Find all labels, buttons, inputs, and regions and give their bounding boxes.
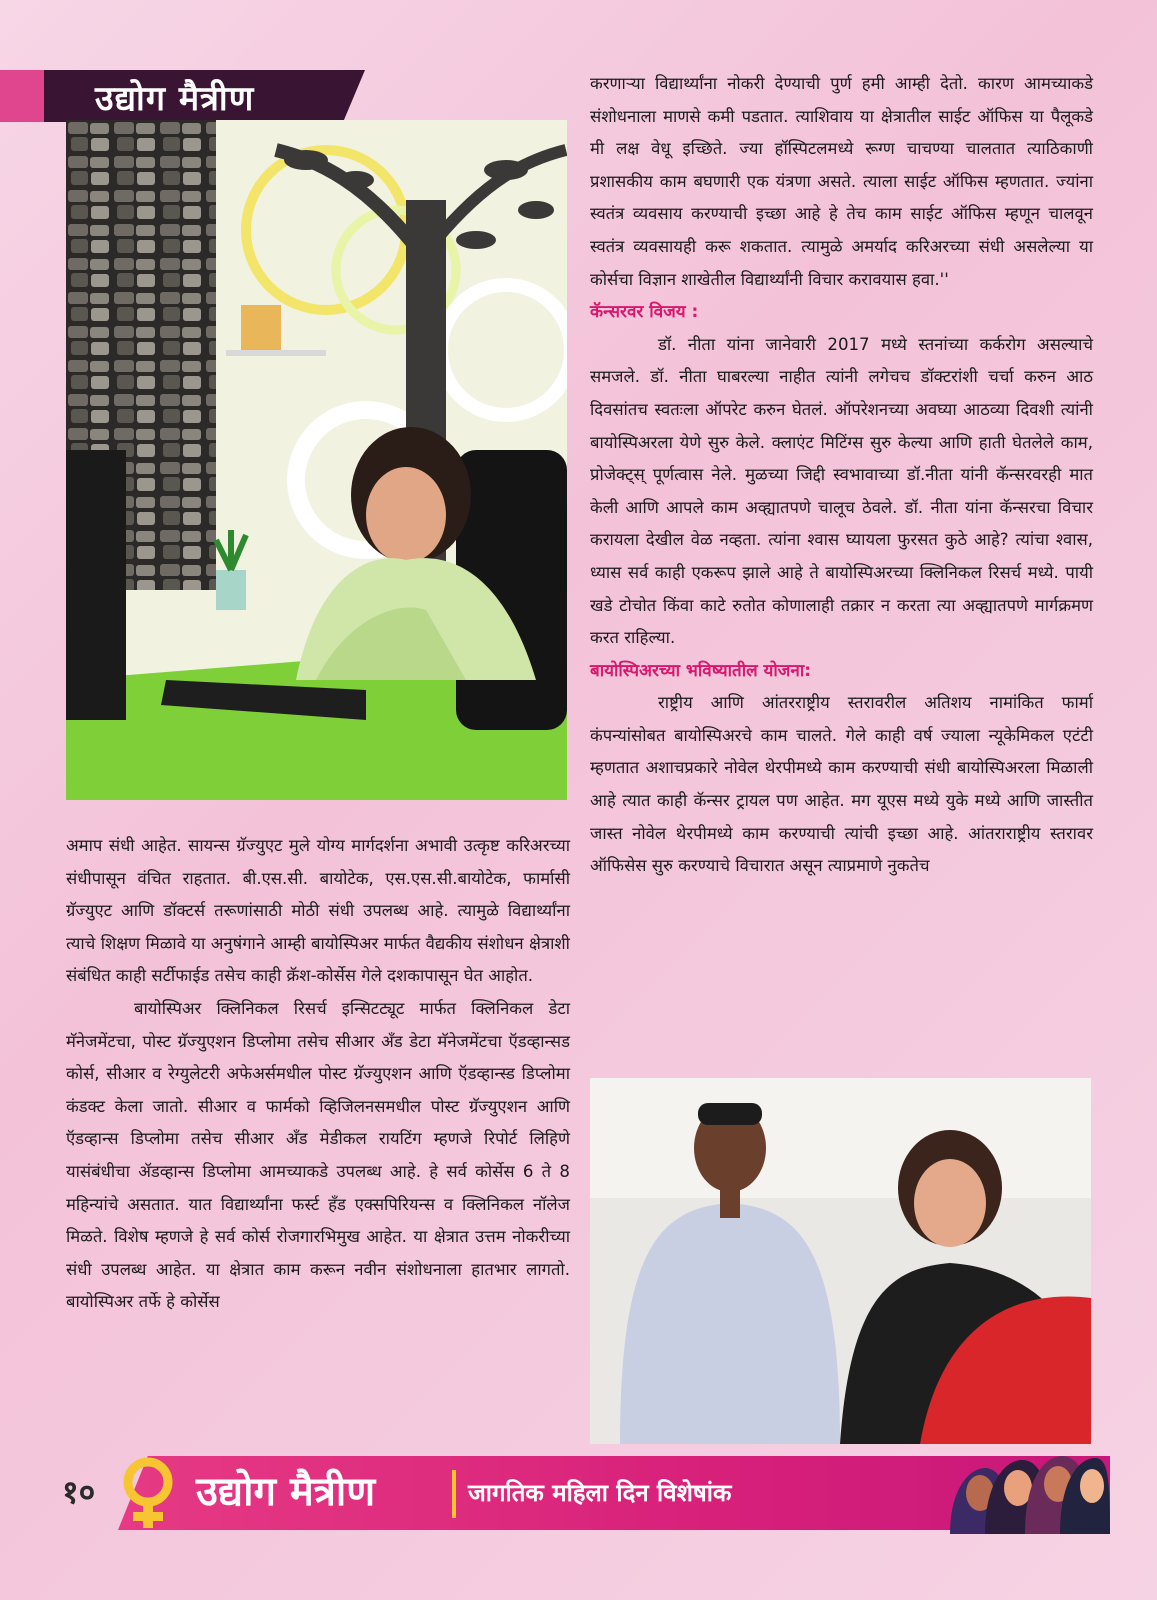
footer-separator xyxy=(452,1470,456,1518)
office-photo-illustration xyxy=(66,120,567,800)
future-plans-paragraph: राष्ट्रीय आणि आंतरराष्ट्रीय स्तरावरील अतिशय नामांकित फार्मा कंपन्यांसोबत बायोस्पिअरचे काम चालते. गेले काही वर्ष ज्याला न्यूकेमिकल एटंटी म्हणतात अशाचप्रकारे नोवेल थेरपीमध्ये काम करण्याची संधी बायोस्पिअरला मिळाली आहे त्यात काही कॅन्सर ट्रायल पण आहेत. मग यूएस मध्ये युके मध्ये आणि जास्तीत जास्त नोवेल थेरपीमध्ये काम करण्याची त्यांची इच्छा आहे. आंतराराष्ट्रीय स्तरावर ऑफिसेस सुरु करण्याचे विचारात असून त्याप्रमाणे नुकतेच xyxy=(590,693,1093,876)
right-intro-paragraph: करणाऱ्या विद्यार्थ्यांना नोकरी देण्याची पुर्ण हमी आम्ही देतो. कारण आमच्याकडे संशोधनाला माणसे कमी पडतात. त्याशिवाय या क्षेत्रातील साईट ऑफिस या पैलूकडे मी लक्ष वेधू इच्छिते. ज्या हॉस्पिटलमध्ये रूग्ण चाचण्या चालतात त्याठिकाणी प्रशासकीय काम बघणारी एक यंत्रणा असते. त्याला साईट ऑफिस म्हणतात. ज्यांना स्वतंत्र व्यवसाय करण्याची इच्छा आहे हे तेच काम साईट ऑफिस म्हणून चालवून स्वतंत्र व्यवसायही करू शकतात. त्यामुळे अमर्याद करिअरच्या संधी असलेल्या या कोर्सचा विज्ञान शाखेतील विद्यार्थ्यांनी विचार करावयास हवा.'' xyxy=(590,74,1093,289)
couple-photo xyxy=(590,1078,1091,1444)
woman-symbol-icon xyxy=(118,1452,178,1534)
cancer-paragraph: डॉ. नीता यांना जानेवारी 2017 मध्ये स्तनांच्या कर्करोग असल्याचे समजले. डॉ. नीता घाबरल्या नाहीत त्यांनी लगेचच डॉक्टरांशी चर्चा करुन आठ दिवसांतच स्वतःला ऑपरेट करुन घेतलं. ऑपरेशनच्या अवघ्या आठव्या दिवशी त्यांनी बायोस्पिअरला येणे सुरु केले. क्लाएंट मिटिंग्स सुरु केल्या आणि हाती घेतलेले काम, प्रोजेक्ट्स् पूर्णत्वास नेले. मुळच्या जिद्दी स्वभावाच्या डॉ.नीता यांनी कॅन्सरवरही मात केली आणि आपले काम अव्ह्यातपणे चालूच ठेवले. डॉ. नीता यांना कॅन्सरचा विचार करायला देखील वेळ नव्हता. त्यांना श्वास घ्यायला फुरसत कुठे आहे? त्यांचा श्वास, ध्यास सर्व काही एकरूप झाले आहे ते बायोस्पिअरच्या क्लिनिकल रिसर्च मध्ये. पायी खडे टोचोत किंवा काटे रुतोत कोणालाही तक्रार न करता त्या अव्ह्यातपणे मार्गक्रमण करत राहिल्या. xyxy=(590,334,1093,648)
footer-title: उद्योग मैत्रीण xyxy=(196,1469,376,1515)
section-title: उद्योग मैत्रीण xyxy=(95,79,255,119)
left-column xyxy=(66,830,570,1319)
right-column xyxy=(590,68,1093,883)
heading-cancer-victory: कॅन्सरवर विजय : xyxy=(590,302,699,323)
office-photo xyxy=(66,120,567,800)
footer-subtitle: जागतिक महिला दिन विशेषांक xyxy=(468,1479,732,1507)
left-paragraph-1: अमाप संधी आहेत. सायन्स ग्रॅज्युएट मुले योग्य मार्गदर्शना अभावी उत्कृष्ट करिअरच्या संधीपासून वंचित राहतात. बी.एस.सी. बायोटेक, एस.एस.सी.बायोटेक, फार्मासी ग्रॅज्युएट आणि डॉक्टर्स तरूणांसाठी मोठी संधी उपलब्ध आहे. त्यामुळे विद्यार्थ्यांना त्याचे शिक्षण मिळावे या अनुषंगाने आम्ही बायोस्पिअर मार्फत वैद्यकीय संशोधन क्षेत्राशी संबंधित काही सर्टीफाईड तसेच काही क्रॅश-कोर्सेस गेले दशकापासून घेत आहोत. xyxy=(66,836,570,986)
page-number: १० xyxy=(62,1473,96,1511)
couple-photo-illustration xyxy=(590,1078,1091,1444)
left-paragraph-2: बायोस्पिअर क्लिनिकल रिसर्च इन्सिटट्यूट मार्फत क्लिनिकल डेटा मॅनेजमेंटचा, पोस्ट ग्रॅज्युएशन डिप्लोमा तसेच सीआर अँड डेटा मॅनेजमेंटचा ऍडव्हान्सड कोर्स, सीआर व रेग्युलेटरी अफेअर्समधील पोस्ट ग्रॅज्युएशन आणि ऍडव्हान्स्ड डिप्लोमा कंडक्ट केला जातो. सीआर व फार्मको व्हिजिलनसमधील पोस्ट ग्रॅज्युएशन आणि ऍडव्हान्स डिप्लोमा तसेच सीआर अँड मेडीकल रायटिंग म्हणजे रिपोर्ट लिहिणे यासंबंधीचा ॲडव्हान्स डिप्लोमा आमच्याकडे उपलब्ध आहे. हे सर्व कोर्सेस 6 ते 8 महिन्यांचे असतात. यात विद्यार्थ्यांना फर्स्ट हॅंड एक्सपिरियन्स व क्लिनिकल नॉलेज मिळते. विशेष म्हणजे हे सर्व कोर्स रोजगारभिमुख आहेत. या क्षेत्रात उत्तम नोकरीच्या संधी उपलब्ध आहेत. या क्षेत्रात काम करून नवीन संशोधनाला हातभार लागतो. बायोस्पिअर तर्फे हे कोर्सेस xyxy=(66,998,570,1312)
heading-future-plans: बायोस्पिअरच्या भविष्यातील योजना: xyxy=(590,660,812,681)
women-faces-icon xyxy=(940,1448,1110,1534)
